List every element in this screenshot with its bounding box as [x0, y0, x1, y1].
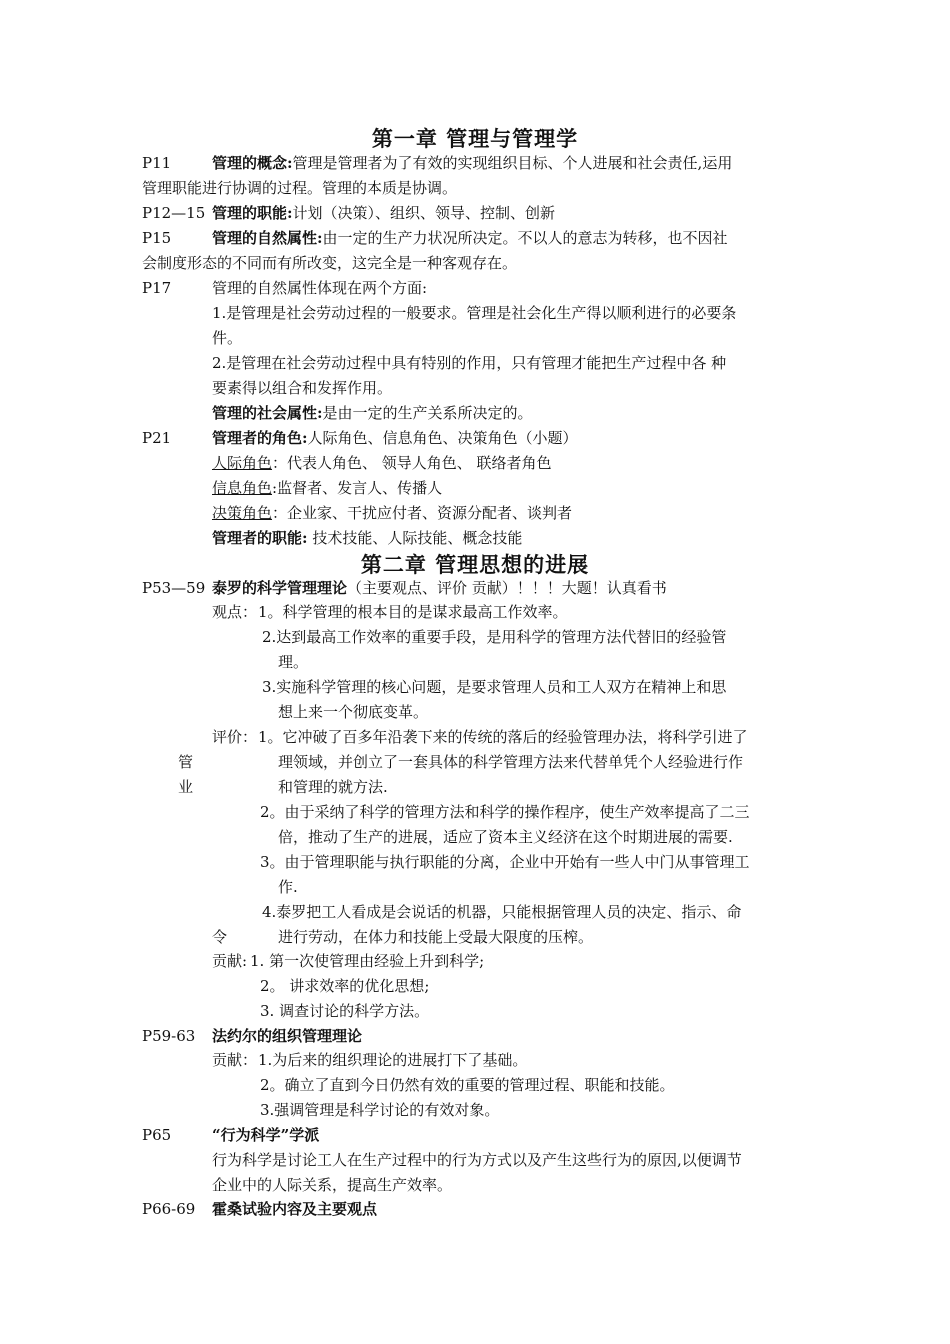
text: 人际角色、信息角色、决策角色（小题） [307, 429, 578, 447]
list-item-cont: 理领域，并创立了一套具体的科学管理方法来代替单凭个人经验进行作 [278, 753, 744, 771]
stray-char: 令 [212, 928, 228, 946]
eval-label: 评价： [212, 728, 258, 746]
view-label: 观点： [212, 603, 258, 621]
list-item: 2。确立了直到今日仍然有效的重要的管理过程、职能和技能。 [260, 1076, 675, 1094]
chapter1-title: 第一章 管理与管理学 [371, 126, 579, 151]
list-item: 1.是管理是社会劳动过程的一般要求。管理是社会化生产得以顺利进行的必要条 [212, 304, 737, 322]
text: 技术技能、人际技能、概念技能 [307, 529, 523, 547]
natural-attr-line [212, 228, 728, 248]
page-ref: P53—59 [142, 579, 206, 597]
list-item: 2.是管理在社会劳动过程中具有特别的作用，只有管理才能把生产过程中各 种 [212, 354, 727, 372]
text: 由一定的生产力状况所决定。不以人的意志为转移，也不因社 [322, 229, 728, 247]
list-item: 4.泰罗把工人看成是会说话的机器，只能根据管理人员的决定、指示、命 [262, 903, 742, 921]
list-item-cont: 倍，推动了生产的进展，适应了资本主义经济在这个时期进展的需要. [278, 828, 733, 846]
social-attr-line [212, 403, 533, 423]
behavior-heading: “行为科学”学派 [212, 1126, 320, 1144]
list-item: 2。 讲求效率的优化思想; [260, 977, 430, 995]
text-line: 管理职能进行协调的过程。管理的本质是协调。 [142, 179, 458, 197]
list-item: 1。它冲破了百多年沿袭下来的传统的落后的经验管理办法，将科学引进了 [258, 728, 748, 746]
page-ref: P65 [142, 1126, 172, 1144]
term-label: 管理的概念: [212, 154, 293, 172]
list-item: 2.达到最高工作效率的重要手段，是用科学的管理方法代替旧的经验管 [262, 628, 727, 646]
role-label: 决策角色 [212, 504, 273, 522]
list-item-cont: 想上来一个彻底变革。 [278, 703, 429, 721]
functions-line [212, 203, 555, 223]
page-ref: P21 [142, 429, 172, 447]
stray-char: 业 [178, 778, 194, 796]
text-line: 企业中的人际关系，提高生产效率。 [212, 1176, 453, 1194]
text: 计划（决策）、组织、领导、控制、创新 [292, 204, 556, 222]
text: 是由一定的生产关系所决定的。 [322, 404, 533, 422]
list-item-cont: 理。 [278, 653, 309, 671]
text: 管理是管理者为了有效的实现组织目标、个人进展和社会责任,运用 [292, 154, 733, 172]
text-line: 行为科学是讨论工人在生产过程中的行为方式以及产生这些行为的原因,以便调节 [212, 1151, 742, 1169]
list-item: 1. 第一次使管理由经验上升到科学; [250, 952, 485, 970]
text-line: 管理的自然属性体现在两个方面: [212, 279, 428, 297]
list-item: 3. 调查讨论的科学方法。 [260, 1002, 430, 1020]
chapter2-title: 第二章 管理思想的进展 [360, 552, 590, 577]
fayol-heading: 法约尔的组织管理理论 [212, 1027, 363, 1045]
term-label: 管理者的角色: [212, 429, 308, 447]
text: ：企业家、干扰应付者、资源分配者、谈判者 [272, 504, 573, 522]
list-item-cont: 要素得以组合和发挥作用。 [212, 379, 393, 397]
role-label: 信息角色 [212, 479, 273, 497]
concept-line [212, 153, 732, 173]
text: :监督者、发言人、传播人 [272, 479, 443, 497]
note: （主要观点、评价 贡献）！！！大题！认真看书 [347, 579, 667, 597]
text-line: 会制度形态的不同而有所改变，这完全是一种客观存在。 [142, 254, 518, 272]
list-item-cont: 作. [278, 878, 298, 896]
contrib-label: 贡献: [212, 952, 248, 970]
role-line [212, 453, 552, 473]
list-item: 1。科学管理的根本目的是谋求最高工作效率。 [258, 603, 568, 621]
page-ref: P12—15 [142, 204, 206, 222]
role-line [212, 478, 442, 498]
term-label: 管理者的职能: [212, 529, 308, 547]
page-ref: P59-63 [142, 1027, 196, 1045]
term-label: 管理的社会属性: [212, 404, 323, 422]
term-label: 管理的自然属性: [212, 229, 323, 247]
page-ref: P15 [142, 229, 172, 247]
text: ：代表人角色、 领导人角色、 联络者角色 [272, 454, 552, 472]
skills-line [212, 528, 522, 548]
term-label: 管理的职能: [212, 204, 293, 222]
list-item-cont: 和管理的就方法. [278, 778, 388, 796]
term-label: 泰罗的科学管理理论 [212, 579, 348, 597]
list-item: 3.强调管理是科学讨论的有效对象。 [260, 1101, 500, 1119]
page-ref: P66-69 [142, 1200, 196, 1218]
taylor-heading [212, 578, 667, 598]
list-item: 3.实施科学管理的核心问题，是要求管理人员和工人双方在精神上和思 [262, 678, 727, 696]
page-ref: P17 [142, 279, 172, 297]
roles-line [212, 428, 578, 448]
stray-char: 管 [178, 753, 194, 771]
list-item-cont: 件。 [212, 329, 243, 347]
list-item-cont: 进行劳动，在体力和技能上受最大限度的压榨。 [278, 928, 594, 946]
contrib-label: 贡献： [212, 1051, 258, 1069]
list-item: 3。由于管理职能与执行职能的分离，企业中开始有一些人中门从事管理工 [260, 853, 750, 871]
list-item: 1.为后来的组织理论的进展打下了基础。 [258, 1051, 528, 1069]
hawthorne-heading: 霍桑试验内容及主要观点 [212, 1200, 378, 1218]
page-ref: P11 [142, 154, 172, 172]
list-item: 2。由于采纳了科学的管理方法和科学的操作程序，使生产效率提高了二三 [260, 803, 750, 821]
role-line [212, 503, 572, 523]
role-label: 人际角色 [212, 454, 273, 472]
